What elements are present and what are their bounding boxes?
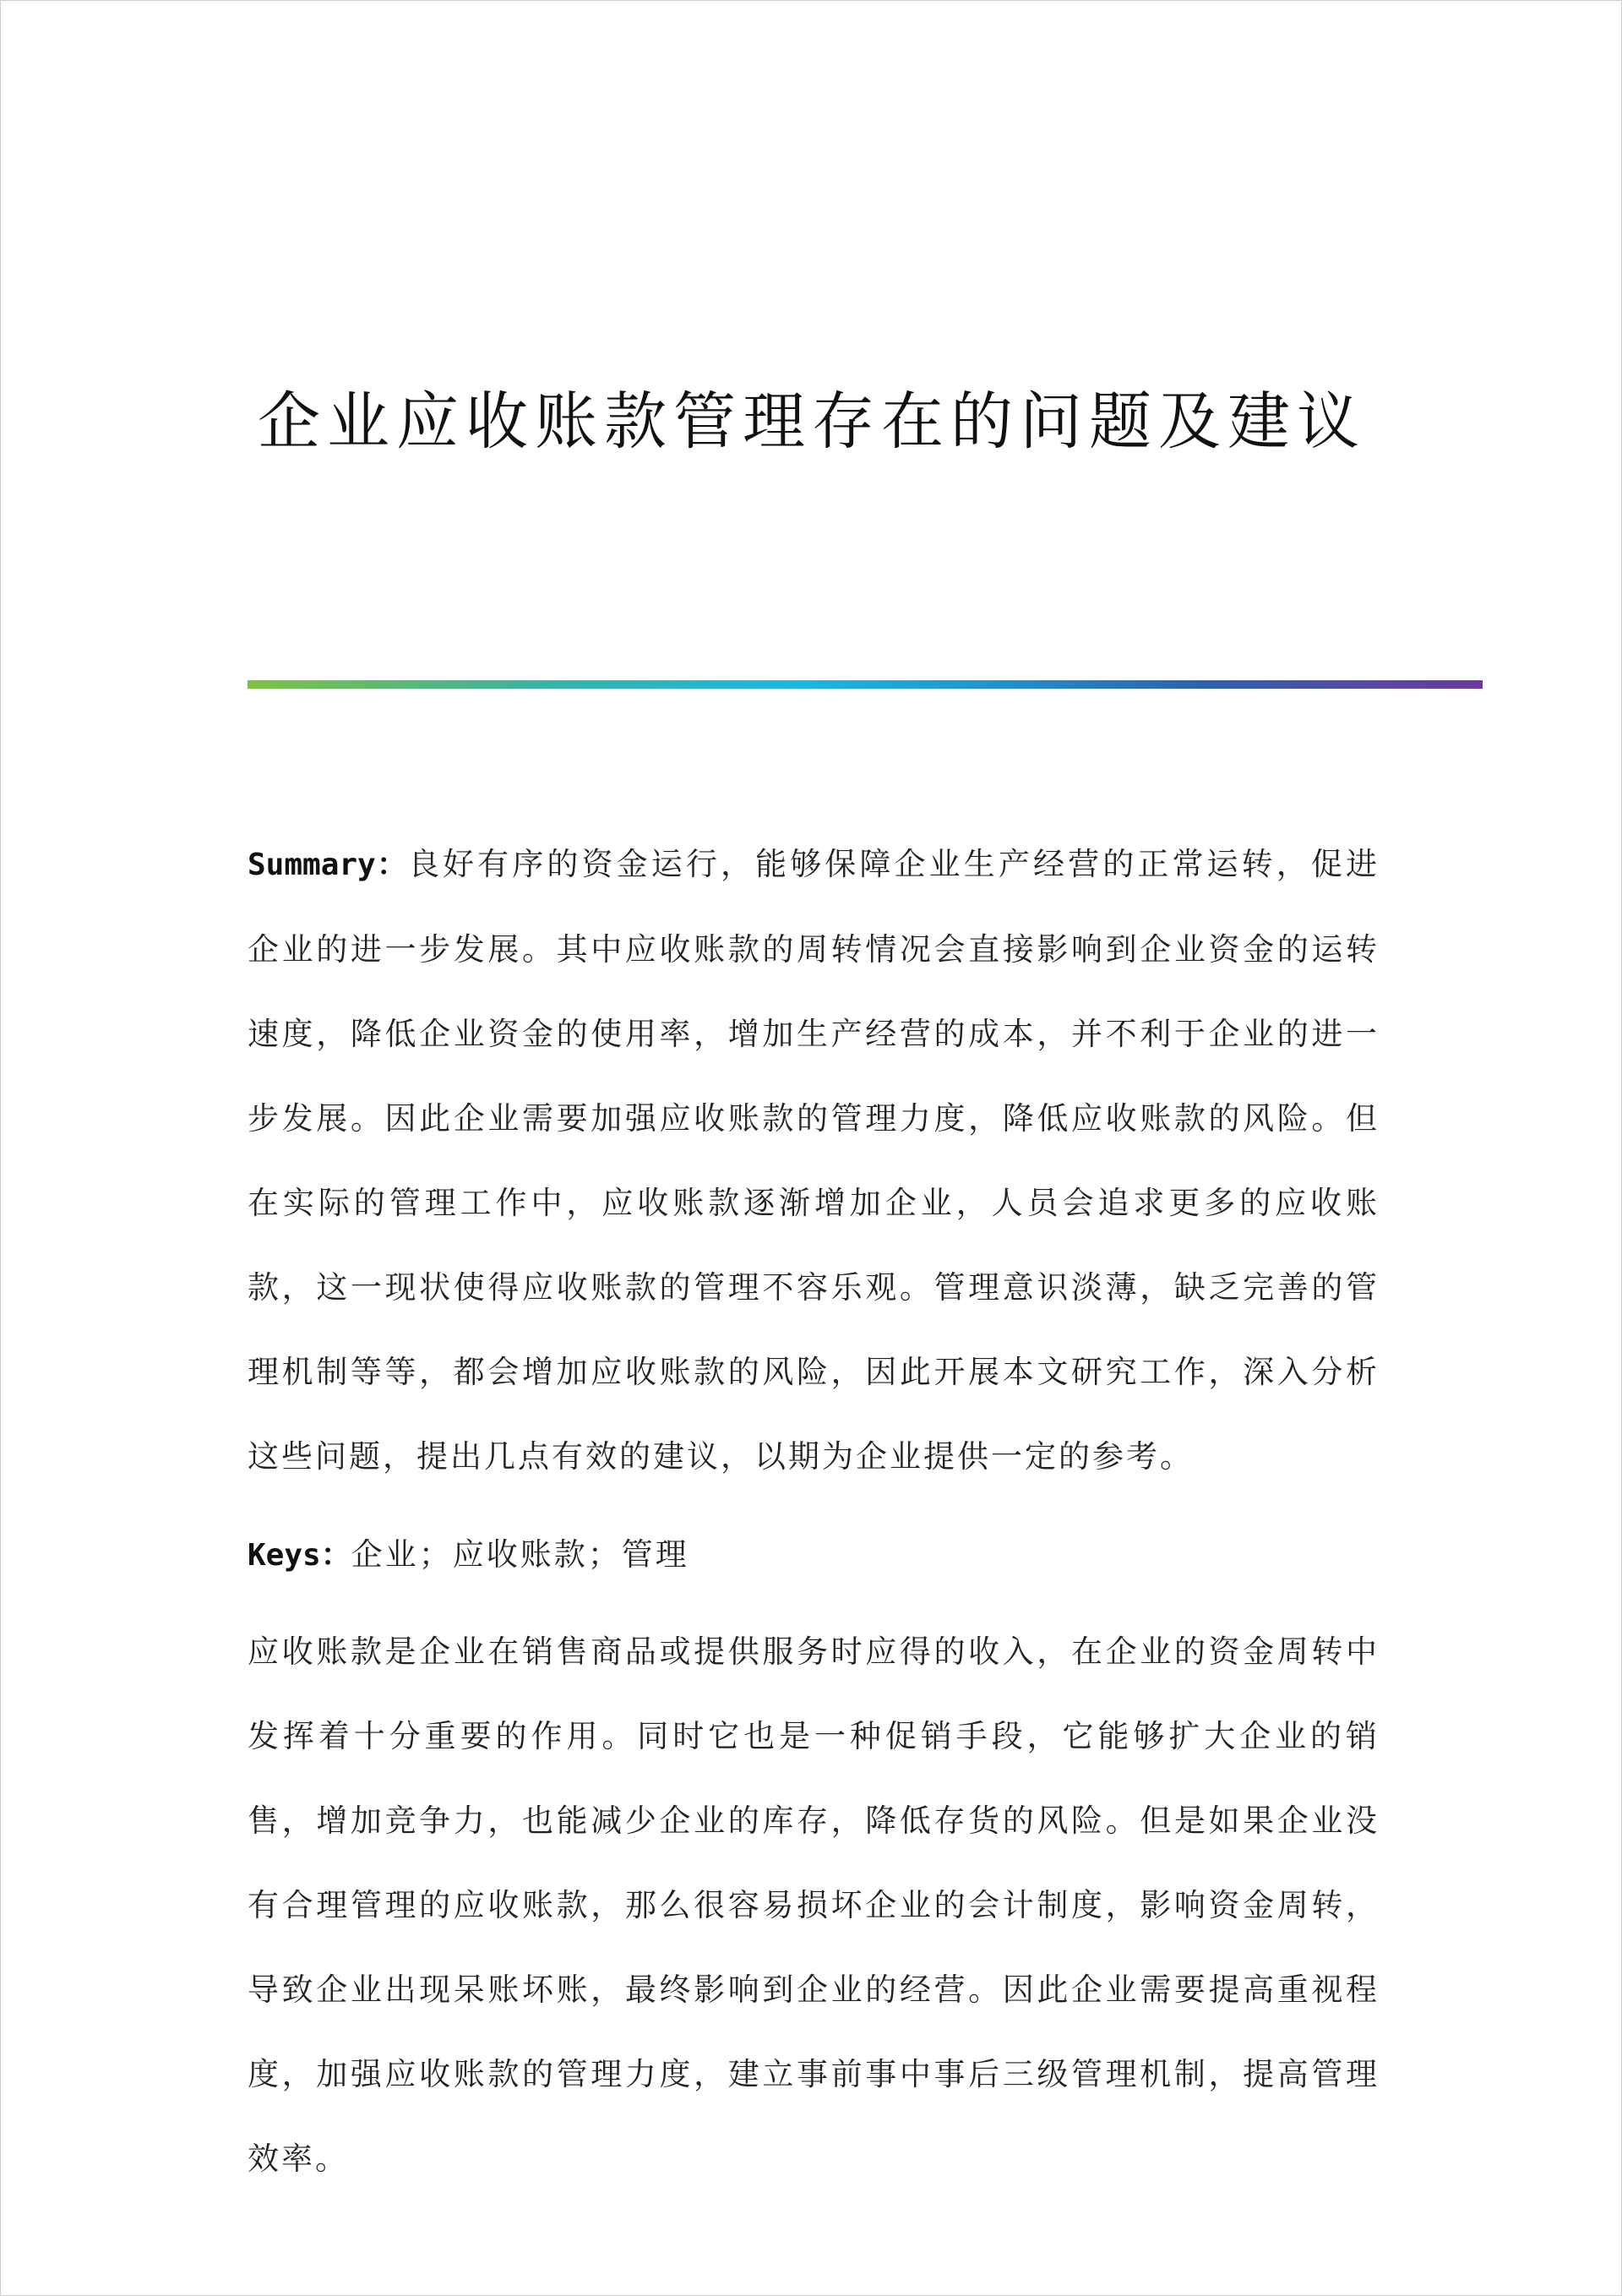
summary-label: Summary： — [248, 848, 408, 882]
gradient-divider — [248, 680, 1483, 689]
summary-paragraph — [248, 822, 1380, 1499]
keys-paragraph — [248, 1513, 1380, 1598]
document-title: 企业应收账款管理存在的问题及建议 — [258, 385, 1366, 458]
body-paragraph: 应收账款是企业在销售商品或提供服务时应得的收入，在企业的资金周转中发挥着十分重要的作用。同时它也是一种促销手段，它能够扩大企业的销售，增加竞争力，也能减少企业的库存，降低存货的风险。但是如果企业没有合理管理的应收账款，那么很容易损坏企业的会计制度，影响资金周转，导致企业出现呆账坏账，最终影响到企业的经营。因此企业需要提高重视程度，加强应收账款的管理力度，建立事前事中事后三级管理机制，提高管理效率。 — [248, 1633, 1380, 2177]
keys-label: Keys： — [248, 1538, 351, 1573]
keys-text: 企业；应收账款；管理 — [351, 1536, 689, 1573]
document-content — [248, 822, 1380, 2201]
summary-text: 良好有序的资金运行，能够保障企业生产经营的正常运转，促进企业的进一步发展。其中应收账款的周转情况会直接影响到企业资金的运转速度，降低企业资金的使用率，增加生产经营的成本，并不利于企业的进一步发展。因此企业需要加强应收账款的管理力度，降低应收账款的风险。但在实际的管理工作中，应收账款逐渐增加企业，人员会追求更多的应收账款，这一现状使得应收账款的管理不容乐观。管理意识淡薄，缺乏完善的管理机制等等，都会增加应收账款的风险，因此开展本文研究工作，深入分析这些问题，提出几点有效的建议，以期为企业提供一定的参考。 — [248, 846, 1380, 1475]
